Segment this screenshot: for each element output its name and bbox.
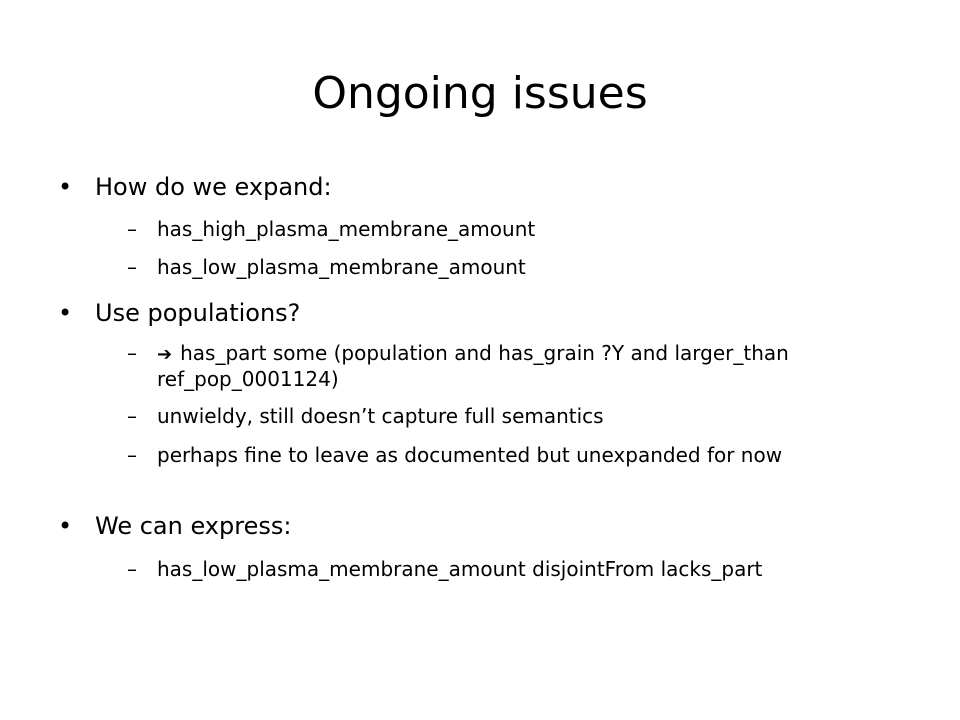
sub-bullet-text: perhaps fine to leave as documented but unexpanded for now xyxy=(157,443,783,467)
dash-marker: – xyxy=(127,443,137,467)
arrow-icon: ➔ xyxy=(157,344,173,365)
sub-bullet-text: unwieldy, still doesn’t capture full semantics xyxy=(157,404,604,428)
bullet-marker: • xyxy=(58,512,73,540)
sub-bullet-text: has_low_plasma_membrane_amount disjointFrom lacks_part xyxy=(157,557,763,581)
dash-marker: – xyxy=(127,557,137,581)
dash-marker: – xyxy=(127,341,137,365)
bullet-text: We can express: xyxy=(95,512,292,540)
dash-marker: – xyxy=(127,255,137,279)
bullet-text: How do we expand: xyxy=(95,173,332,201)
bullet-text: Use populations? xyxy=(95,299,301,327)
bullet-marker: • xyxy=(58,299,73,327)
bullet-marker: • xyxy=(58,173,73,201)
sub-bullet-text: has_part some (population and has_grain ?Y and larger_than ref_pop_0001124) xyxy=(157,341,789,391)
dash-marker: – xyxy=(127,217,137,241)
sub-bullet-text: has_low_plasma_membrane_amount xyxy=(157,255,526,279)
slide-title: Ongoing issues xyxy=(312,68,648,119)
sub-bullet-text-group xyxy=(157,341,837,392)
dash-marker: – xyxy=(127,404,137,428)
sub-bullet-text: has_high_plasma_membrane_amount xyxy=(157,217,536,241)
